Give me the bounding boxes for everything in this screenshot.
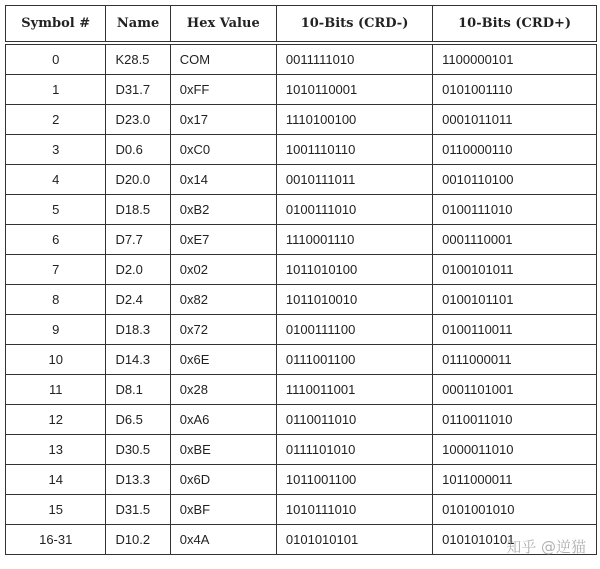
cell-bits-crd-plus: 0110011010	[433, 405, 597, 435]
cell-bits-crd-plus: 0110000110	[433, 135, 597, 165]
cell-bits-crd-minus: 0101010101	[276, 525, 432, 555]
cell-hex-value: 0x02	[170, 255, 276, 285]
cell-bits-crd-minus: 1110001110	[276, 225, 432, 255]
cell-bits-crd-minus: 1010111010	[276, 495, 432, 525]
header-row	[6, 6, 597, 44]
cell-bits-crd-plus: 0101001010	[433, 495, 597, 525]
cell-bits-crd-minus: 1110011001	[276, 375, 432, 405]
cell-bits-crd-plus: 0001110001	[433, 225, 597, 255]
cell-bits-crd-plus: 1000011010	[433, 435, 597, 465]
table-row	[6, 465, 597, 495]
cell-bits-crd-plus: 0101001110	[433, 75, 597, 105]
cell-name: D6.5	[106, 405, 170, 435]
cell-symbol: 14	[6, 465, 106, 495]
table-row	[6, 165, 597, 195]
header-symbol: Symbol #	[6, 6, 106, 44]
cell-bits-crd-plus: 0100111010	[433, 195, 597, 225]
cell-hex-value: 0x17	[170, 105, 276, 135]
table-row	[6, 405, 597, 435]
cell-bits-crd-plus: 0010110100	[433, 165, 597, 195]
cell-name: D10.2	[106, 525, 170, 555]
cell-bits-crd-plus: 0100101011	[433, 255, 597, 285]
cell-symbol: 10	[6, 345, 106, 375]
table-row	[6, 225, 597, 255]
cell-symbol: 2	[6, 105, 106, 135]
cell-bits-crd-minus: 0100111010	[276, 195, 432, 225]
cell-hex-value: 0x82	[170, 285, 276, 315]
cell-hex-value: 0xE7	[170, 225, 276, 255]
header-bits-crd-minus: 10-Bits (CRD-)	[276, 6, 432, 44]
cell-bits-crd-minus: 1110100100	[276, 105, 432, 135]
cell-symbol: 16-31	[6, 525, 106, 555]
cell-name: D13.3	[106, 465, 170, 495]
cell-bits-crd-minus: 0010111011	[276, 165, 432, 195]
cell-bits-crd-plus: 0111000011	[433, 345, 597, 375]
cell-name: D7.7	[106, 225, 170, 255]
cell-hex-value: 0x6D	[170, 465, 276, 495]
table-row	[6, 495, 597, 525]
symbol-table	[5, 5, 597, 555]
cell-name: K28.5	[106, 43, 170, 75]
table-row	[6, 345, 597, 375]
cell-hex-value: 0xA6	[170, 405, 276, 435]
cell-hex-value: 0xC0	[170, 135, 276, 165]
cell-bits-crd-minus: 1011010100	[276, 255, 432, 285]
cell-hex-value: COM	[170, 43, 276, 75]
table-row	[6, 43, 597, 75]
cell-hex-value: 0x72	[170, 315, 276, 345]
cell-bits-crd-plus: 0100101101	[433, 285, 597, 315]
header-bits-crd-plus: 10-Bits (CRD+)	[433, 6, 597, 44]
cell-bits-crd-plus: 1011000011	[433, 465, 597, 495]
watermark: 知乎 @逆猫	[506, 538, 586, 556]
cell-name: D8.1	[106, 375, 170, 405]
cell-name: D31.5	[106, 495, 170, 525]
cell-name: D31.7	[106, 75, 170, 105]
cell-symbol: 4	[6, 165, 106, 195]
cell-bits-crd-minus: 1010110001	[276, 75, 432, 105]
cell-name: D2.0	[106, 255, 170, 285]
cell-hex-value: 0xFF	[170, 75, 276, 105]
table-row	[6, 435, 597, 465]
cell-bits-crd-minus: 1011010010	[276, 285, 432, 315]
cell-bits-crd-plus: 0001011011	[433, 105, 597, 135]
cell-bits-crd-minus: 0111001100	[276, 345, 432, 375]
cell-hex-value: 0x6E	[170, 345, 276, 375]
cell-bits-crd-minus: 1011001100	[276, 465, 432, 495]
table-row	[6, 255, 597, 285]
header-name: Name	[106, 6, 170, 44]
cell-bits-crd-plus: 0001101001	[433, 375, 597, 405]
cell-bits-crd-minus: 1001110110	[276, 135, 432, 165]
cell-bits-crd-plus: 0101010101	[433, 525, 597, 555]
cell-hex-value: 0xBE	[170, 435, 276, 465]
cell-symbol: 11	[6, 375, 106, 405]
table-row	[6, 315, 597, 345]
cell-name: D0.6	[106, 135, 170, 165]
cell-name: D14.3	[106, 345, 170, 375]
cell-symbol: 5	[6, 195, 106, 225]
cell-hex-value: 0x28	[170, 375, 276, 405]
cell-hex-value: 0x14	[170, 165, 276, 195]
cell-hex-value: 0xB2	[170, 195, 276, 225]
cell-bits-crd-minus: 0111101010	[276, 435, 432, 465]
cell-bits-crd-minus: 0011111010	[276, 43, 432, 75]
cell-name: D2.4	[106, 285, 170, 315]
cell-bits-crd-minus: 0110011010	[276, 405, 432, 435]
cell-symbol: 9	[6, 315, 106, 345]
cell-symbol: 12	[6, 405, 106, 435]
cell-bits-crd-plus: 0100110011	[433, 315, 597, 345]
cell-symbol: 1	[6, 75, 106, 105]
cell-hex-value: 0x4A	[170, 525, 276, 555]
cell-bits-crd-minus: 0100111100	[276, 315, 432, 345]
cell-symbol: 7	[6, 255, 106, 285]
table-row	[6, 195, 597, 225]
cell-symbol: 3	[6, 135, 106, 165]
cell-hex-value: 0xBF	[170, 495, 276, 525]
table-row	[6, 375, 597, 405]
cell-name: D20.0	[106, 165, 170, 195]
cell-name: D23.0	[106, 105, 170, 135]
table-row	[6, 75, 597, 105]
table-row	[6, 285, 597, 315]
cell-name: D30.5	[106, 435, 170, 465]
cell-name: D18.3	[106, 315, 170, 345]
header-hex-value: Hex Value	[170, 6, 276, 44]
cell-symbol: 0	[6, 43, 106, 75]
table-row	[6, 135, 597, 165]
cell-symbol: 15	[6, 495, 106, 525]
cell-symbol: 6	[6, 225, 106, 255]
cell-symbol: 13	[6, 435, 106, 465]
table-row	[6, 105, 597, 135]
cell-name: D18.5	[106, 195, 170, 225]
cell-bits-crd-plus: 1100000101	[433, 43, 597, 75]
cell-symbol: 8	[6, 285, 106, 315]
